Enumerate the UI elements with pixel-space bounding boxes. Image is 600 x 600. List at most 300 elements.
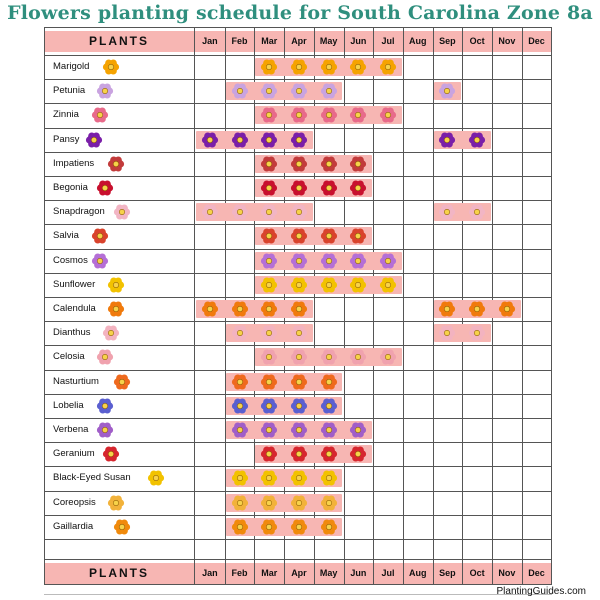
calendula-icon bbox=[231, 300, 249, 318]
planting-month-marker bbox=[260, 227, 278, 245]
nasturtium-icon bbox=[231, 373, 249, 391]
gaillardia-icon bbox=[290, 518, 308, 536]
planting-month-marker bbox=[468, 324, 486, 342]
marigold-icon bbox=[349, 58, 367, 76]
nasturtium-icon bbox=[320, 373, 338, 391]
planting-month-marker bbox=[320, 58, 338, 76]
nasturtium-icon-glyph bbox=[113, 373, 131, 391]
footer-month-dec: Dec bbox=[528, 568, 545, 578]
zinnia-icon bbox=[290, 106, 308, 124]
grid-hline bbox=[44, 128, 552, 129]
planting-month-marker bbox=[290, 227, 308, 245]
verbena-icon bbox=[349, 421, 367, 439]
celosia-icon bbox=[320, 348, 338, 366]
coreopsis-icon bbox=[231, 494, 249, 512]
salvia-icon bbox=[349, 227, 367, 245]
grid-hline bbox=[44, 559, 552, 560]
planting-month-marker bbox=[231, 373, 249, 391]
planting-month-marker bbox=[438, 203, 456, 221]
snapdragon-icon bbox=[231, 203, 249, 221]
sunflower-icon bbox=[379, 276, 397, 294]
plant-name-petunia: Petunia bbox=[53, 85, 86, 97]
dianthus-icon-glyph bbox=[102, 324, 120, 342]
geranium-icon bbox=[260, 445, 278, 463]
plant-name-sunflower: Sunflower bbox=[53, 278, 96, 290]
planting-month-marker bbox=[231, 324, 249, 342]
header-month-jan: Jan bbox=[202, 36, 218, 46]
planting-month-marker bbox=[349, 348, 367, 366]
planting-month-marker bbox=[468, 203, 486, 221]
pansy-icon bbox=[231, 131, 249, 149]
snapdragon-icon bbox=[201, 203, 219, 221]
coreopsis-icon bbox=[260, 494, 278, 512]
calendula-icon bbox=[290, 300, 308, 318]
planting-month-marker bbox=[290, 276, 308, 294]
header-month-nov: Nov bbox=[498, 36, 516, 46]
planting-month-marker bbox=[231, 421, 249, 439]
lobelia-icon bbox=[231, 397, 249, 415]
planting-month-marker bbox=[260, 373, 278, 391]
plant-name-marigold: Marigold bbox=[53, 61, 90, 72]
salvia-icon bbox=[320, 227, 338, 245]
grid-hline bbox=[44, 394, 552, 395]
lobelia-icon bbox=[290, 397, 308, 415]
footer-month-sep: Sep bbox=[439, 568, 456, 578]
verbena-icon bbox=[260, 421, 278, 439]
planting-month-marker bbox=[349, 58, 367, 76]
nasturtium-icon bbox=[113, 373, 131, 391]
planting-month-marker bbox=[349, 227, 367, 245]
celosia-icon-glyph bbox=[96, 348, 114, 366]
planting-month-marker bbox=[468, 131, 486, 149]
calendula-icon bbox=[498, 300, 516, 318]
nasturtium-icon bbox=[290, 373, 308, 391]
planting-month-marker bbox=[201, 203, 219, 221]
planting-month-marker bbox=[320, 397, 338, 415]
planting-month-marker bbox=[260, 58, 278, 76]
planting-month-marker bbox=[231, 397, 249, 415]
planting-month-marker bbox=[231, 82, 249, 100]
planting-month-marker bbox=[320, 348, 338, 366]
planting-month-marker bbox=[290, 300, 308, 318]
zinnia-icon bbox=[349, 106, 367, 124]
coreopsis-icon bbox=[107, 494, 125, 512]
coreopsis-icon-glyph bbox=[107, 494, 125, 512]
planting-month-marker bbox=[320, 445, 338, 463]
geranium-icon bbox=[290, 445, 308, 463]
planting-month-marker bbox=[260, 445, 278, 463]
header-month-may: May bbox=[319, 36, 338, 46]
grid-hline bbox=[44, 152, 552, 153]
planting-month-marker bbox=[438, 324, 456, 342]
gaillardia-icon-glyph bbox=[113, 518, 131, 536]
impatiens-icon bbox=[290, 155, 308, 173]
planting-month-marker bbox=[260, 252, 278, 270]
planting-month-marker bbox=[290, 469, 308, 487]
planting-month-marker bbox=[260, 397, 278, 415]
grid-hline bbox=[44, 321, 552, 322]
planting-month-marker bbox=[468, 300, 486, 318]
planting-month-marker bbox=[260, 131, 278, 149]
header-month-dec: Dec bbox=[528, 36, 545, 46]
planting-month-marker bbox=[438, 300, 456, 318]
salvia-icon bbox=[91, 227, 109, 245]
footer-month-mar: Mar bbox=[261, 568, 278, 578]
header-month-feb: Feb bbox=[231, 36, 248, 46]
planting-month-marker bbox=[231, 518, 249, 536]
black-eyed-susan-icon bbox=[260, 469, 278, 487]
begonia-icon bbox=[290, 179, 308, 197]
calendula-icon-glyph bbox=[107, 300, 125, 318]
planting-month-marker bbox=[320, 155, 338, 173]
footer-month-jun: Jun bbox=[350, 568, 367, 578]
planting-month-marker bbox=[349, 445, 367, 463]
plant-name-coreopsis: Coreopsis bbox=[53, 496, 96, 508]
sunflower-icon bbox=[260, 276, 278, 294]
zinnia-icon bbox=[379, 106, 397, 124]
begonia-icon bbox=[349, 179, 367, 197]
planting-month-marker bbox=[290, 155, 308, 173]
gaillardia-icon bbox=[113, 518, 131, 536]
grid-hline bbox=[44, 103, 552, 104]
lobelia-icon-glyph bbox=[96, 397, 114, 415]
plant-name-zinnia: Zinnia bbox=[53, 109, 79, 121]
planting-month-marker bbox=[349, 179, 367, 197]
marigold-icon bbox=[290, 58, 308, 76]
gaillardia-icon bbox=[231, 518, 249, 536]
calendula-icon bbox=[438, 300, 456, 318]
lobelia-icon bbox=[260, 397, 278, 415]
planting-month-marker bbox=[290, 131, 308, 149]
snapdragon-icon bbox=[468, 203, 486, 221]
footer-plants-label: PLANTS bbox=[89, 566, 149, 580]
planting-month-marker bbox=[349, 106, 367, 124]
planting-month-marker bbox=[290, 445, 308, 463]
snapdragon-icon bbox=[260, 203, 278, 221]
dianthus-icon bbox=[290, 324, 308, 342]
cosmos-icon-glyph bbox=[91, 252, 109, 270]
grid-hline bbox=[44, 200, 552, 201]
header-month-sep: Sep bbox=[439, 36, 456, 46]
zinnia-icon bbox=[260, 106, 278, 124]
planting-month-marker bbox=[438, 82, 456, 100]
cosmos-icon bbox=[290, 252, 308, 270]
pansy-icon bbox=[85, 131, 103, 149]
calendula-icon bbox=[468, 300, 486, 318]
dianthus-icon bbox=[231, 324, 249, 342]
snapdragon-icon-glyph bbox=[113, 203, 131, 221]
pansy-icon-glyph bbox=[85, 131, 103, 149]
geranium-icon bbox=[320, 445, 338, 463]
marigold-icon-glyph bbox=[102, 58, 120, 76]
celosia-icon bbox=[349, 348, 367, 366]
planting-month-marker bbox=[231, 494, 249, 512]
plant-name-dianthus: Dianthus bbox=[53, 327, 91, 339]
pansy-icon bbox=[201, 131, 219, 149]
calendula-icon bbox=[107, 300, 125, 318]
header-month-jun: Jun bbox=[350, 36, 367, 46]
salvia-icon bbox=[260, 227, 278, 245]
petunia-icon bbox=[96, 82, 114, 100]
impatiens-icon bbox=[260, 155, 278, 173]
planting-month-marker bbox=[260, 494, 278, 512]
planting-month-marker bbox=[260, 276, 278, 294]
planting-month-marker bbox=[290, 203, 308, 221]
planting-month-marker bbox=[201, 131, 219, 149]
planting-month-marker bbox=[290, 179, 308, 197]
grid-hline bbox=[44, 297, 552, 298]
gaillardia-icon bbox=[320, 518, 338, 536]
sunflower-icon bbox=[349, 276, 367, 294]
petunia-icon bbox=[320, 82, 338, 100]
planting-month-marker bbox=[290, 397, 308, 415]
header-month-aug: Aug bbox=[408, 36, 427, 46]
begonia-icon bbox=[260, 179, 278, 197]
header-month-mar: Mar bbox=[261, 36, 278, 46]
planting-month-marker bbox=[260, 203, 278, 221]
zinnia-icon-glyph bbox=[91, 106, 109, 124]
planting-month-marker bbox=[349, 252, 367, 270]
planting-month-marker bbox=[260, 518, 278, 536]
planting-month-marker bbox=[290, 82, 308, 100]
planting-month-marker bbox=[379, 252, 397, 270]
planting-month-marker bbox=[379, 58, 397, 76]
grid-vline bbox=[522, 27, 523, 585]
planting-month-marker bbox=[320, 106, 338, 124]
grid-vline bbox=[194, 27, 195, 585]
planting-month-marker bbox=[260, 106, 278, 124]
planting-month-marker bbox=[320, 494, 338, 512]
verbena-icon-glyph bbox=[96, 421, 114, 439]
petunia-icon bbox=[231, 82, 249, 100]
zinnia-icon bbox=[91, 106, 109, 124]
planting-month-marker bbox=[320, 469, 338, 487]
coreopsis-icon bbox=[290, 494, 308, 512]
planting-month-marker bbox=[349, 155, 367, 173]
marigold-icon bbox=[102, 58, 120, 76]
verbena-icon bbox=[290, 421, 308, 439]
plant-name-pansy: Pansy bbox=[53, 133, 80, 145]
cosmos-icon bbox=[91, 252, 109, 270]
planting-month-marker bbox=[290, 518, 308, 536]
plant-name-calendula: Calendula bbox=[53, 303, 96, 314]
gaillardia-icon bbox=[260, 518, 278, 536]
grid-hline bbox=[44, 273, 552, 274]
planting-month-marker bbox=[260, 348, 278, 366]
begonia-icon-glyph bbox=[96, 179, 114, 197]
plant-name-black-eyed-susan: Black-Eyed Susan bbox=[53, 472, 131, 484]
planting-month-marker bbox=[290, 348, 308, 366]
impatiens-icon bbox=[349, 155, 367, 173]
grid-hline bbox=[44, 418, 552, 419]
black-eyed-susan-icon bbox=[231, 469, 249, 487]
marigold-icon bbox=[320, 58, 338, 76]
sunflower-icon bbox=[290, 276, 308, 294]
footer-rule bbox=[44, 594, 552, 595]
plant-name-celosia: Celosia bbox=[53, 351, 85, 363]
grid-hline bbox=[44, 55, 552, 56]
grid-hline bbox=[44, 442, 552, 443]
planting-month-marker bbox=[290, 252, 308, 270]
black-eyed-susan-icon bbox=[290, 469, 308, 487]
cosmos-icon bbox=[260, 252, 278, 270]
marigold-icon bbox=[260, 58, 278, 76]
petunia-icon-glyph bbox=[96, 82, 114, 100]
planting-month-marker bbox=[260, 179, 278, 197]
dianthus-icon bbox=[468, 324, 486, 342]
page-title: Flowers planting schedule for South Carolina Zone 8a bbox=[7, 2, 593, 24]
planting-month-marker bbox=[438, 131, 456, 149]
grid-hline bbox=[44, 491, 552, 492]
planting-month-marker bbox=[260, 324, 278, 342]
grid-hline bbox=[44, 515, 552, 516]
planting-month-marker bbox=[320, 421, 338, 439]
black-eyed-susan-icon-glyph bbox=[147, 469, 165, 487]
planting-month-marker bbox=[320, 82, 338, 100]
grid-vline bbox=[403, 27, 404, 585]
plant-name-lobelia: Lobelia bbox=[53, 399, 84, 411]
plant-name-snapdragon: Snapdragon bbox=[53, 206, 105, 218]
snapdragon-icon bbox=[438, 203, 456, 221]
calendula-icon bbox=[260, 300, 278, 318]
impatiens-icon-glyph bbox=[107, 155, 125, 173]
verbena-icon bbox=[320, 421, 338, 439]
grid-hline bbox=[44, 249, 552, 250]
planting-month-marker bbox=[260, 421, 278, 439]
petunia-icon bbox=[438, 82, 456, 100]
pansy-icon bbox=[260, 131, 278, 149]
lobelia-icon bbox=[96, 397, 114, 415]
impatiens-icon bbox=[107, 155, 125, 173]
planting-month-marker bbox=[320, 373, 338, 391]
plant-name-cosmos: Cosmos bbox=[53, 254, 88, 266]
planting-month-marker bbox=[349, 421, 367, 439]
grid-hline bbox=[44, 176, 552, 177]
planting-month-marker bbox=[231, 131, 249, 149]
planting-month-marker bbox=[498, 300, 516, 318]
footer-month-nov: Nov bbox=[498, 568, 516, 578]
grid-hline bbox=[44, 79, 552, 80]
site-credit: PlantingGuides.com bbox=[496, 586, 586, 597]
sunflower-icon bbox=[320, 276, 338, 294]
planting-month-marker bbox=[260, 155, 278, 173]
geranium-icon-glyph bbox=[102, 445, 120, 463]
header-month-jul: Jul bbox=[381, 36, 395, 46]
plant-name-verbena: Verbena bbox=[53, 424, 89, 435]
planting-month-marker bbox=[379, 348, 397, 366]
begonia-icon bbox=[320, 179, 338, 197]
salvia-icon bbox=[290, 227, 308, 245]
plant-name-geranium: Geranium bbox=[53, 448, 95, 460]
celosia-icon bbox=[96, 348, 114, 366]
planting-month-marker bbox=[231, 469, 249, 487]
plant-name-salvia: Salvia bbox=[53, 230, 79, 242]
grid-hline bbox=[44, 370, 552, 371]
planting-month-marker bbox=[231, 300, 249, 318]
pansy-icon bbox=[468, 131, 486, 149]
header-month-oct: Oct bbox=[469, 36, 485, 46]
begonia-icon bbox=[96, 179, 114, 197]
planting-month-marker bbox=[349, 276, 367, 294]
celosia-icon bbox=[290, 348, 308, 366]
footer-month-jul: Jul bbox=[381, 568, 395, 578]
dianthus-icon bbox=[102, 324, 120, 342]
impatiens-icon bbox=[320, 155, 338, 173]
lobelia-icon bbox=[320, 397, 338, 415]
footer-month-aug: Aug bbox=[408, 568, 427, 578]
nasturtium-icon bbox=[260, 373, 278, 391]
sunflower-icon bbox=[107, 276, 125, 294]
planting-month-marker bbox=[290, 421, 308, 439]
celosia-icon bbox=[260, 348, 278, 366]
footer-month-feb: Feb bbox=[231, 568, 248, 578]
pansy-icon bbox=[290, 131, 308, 149]
header-month-apr: Apr bbox=[291, 36, 307, 46]
sunflower-icon-glyph bbox=[107, 276, 125, 294]
marigold-icon bbox=[379, 58, 397, 76]
petunia-icon bbox=[260, 82, 278, 100]
cosmos-icon bbox=[349, 252, 367, 270]
planting-month-marker bbox=[290, 58, 308, 76]
header-plants-label: PLANTS bbox=[89, 34, 149, 48]
geranium-icon bbox=[102, 445, 120, 463]
planting-month-marker bbox=[260, 82, 278, 100]
planting-month-marker bbox=[260, 300, 278, 318]
plant-name-gaillardia: Gaillardia bbox=[53, 520, 94, 532]
grid-hline bbox=[44, 539, 552, 540]
geranium-icon bbox=[349, 445, 367, 463]
planting-month-marker bbox=[290, 373, 308, 391]
planting-month-marker bbox=[379, 106, 397, 124]
celosia-icon bbox=[379, 348, 397, 366]
black-eyed-susan-icon bbox=[147, 469, 165, 487]
snapdragon-icon bbox=[290, 203, 308, 221]
plant-name-begonia: Begonia bbox=[53, 182, 88, 193]
planting-month-marker bbox=[320, 227, 338, 245]
footer-month-apr: Apr bbox=[291, 568, 307, 578]
cosmos-icon bbox=[379, 252, 397, 270]
planting-month-marker bbox=[231, 203, 249, 221]
cosmos-icon bbox=[320, 252, 338, 270]
planting-month-marker bbox=[201, 300, 219, 318]
grid-hline bbox=[44, 345, 552, 346]
footer-month-jan: Jan bbox=[202, 568, 218, 578]
coreopsis-icon bbox=[320, 494, 338, 512]
snapdragon-icon bbox=[113, 203, 131, 221]
planting-month-marker bbox=[260, 469, 278, 487]
planting-month-marker bbox=[290, 494, 308, 512]
plant-name-nasturtium: Nasturtium bbox=[53, 375, 99, 387]
footer-month-oct: Oct bbox=[469, 568, 485, 578]
calendula-icon bbox=[201, 300, 219, 318]
black-eyed-susan-icon bbox=[320, 469, 338, 487]
planting-month-marker bbox=[320, 276, 338, 294]
plant-name-impatiens: Impatiens bbox=[53, 157, 95, 169]
planting-month-marker bbox=[320, 518, 338, 536]
dianthus-icon bbox=[438, 324, 456, 342]
planting-month-marker bbox=[379, 276, 397, 294]
dianthus-icon bbox=[260, 324, 278, 342]
pansy-icon bbox=[438, 131, 456, 149]
grid-hline bbox=[44, 224, 552, 225]
petunia-icon bbox=[290, 82, 308, 100]
planting-month-marker bbox=[290, 324, 308, 342]
verbena-icon bbox=[231, 421, 249, 439]
footer-month-may: May bbox=[319, 568, 338, 578]
planting-month-marker bbox=[320, 252, 338, 270]
planting-month-marker bbox=[290, 106, 308, 124]
planting-month-marker bbox=[320, 179, 338, 197]
